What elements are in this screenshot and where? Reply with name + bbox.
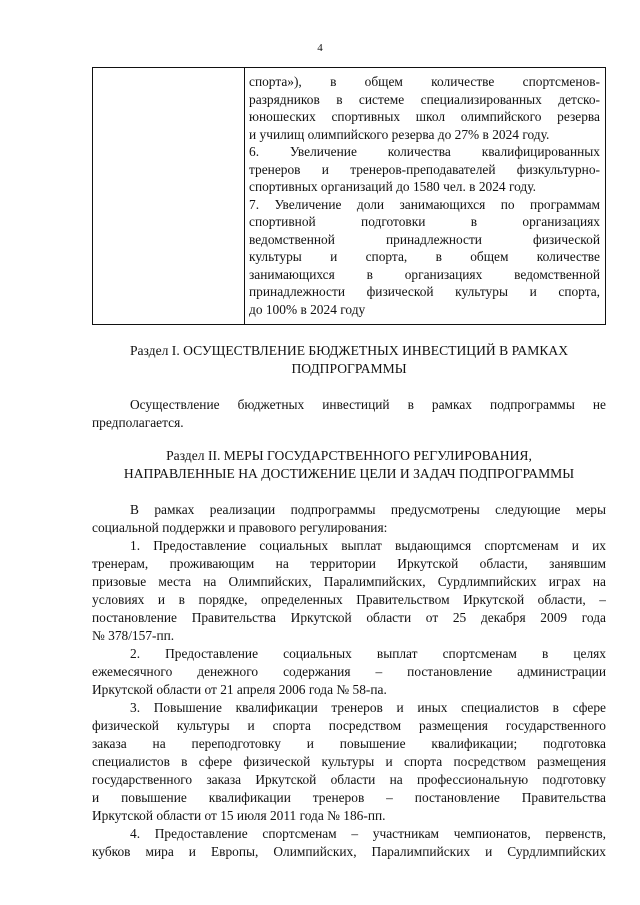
table-line: тренеров и тренеров-преподавателей физкультурно- xyxy=(249,161,600,177)
table-line: спортивной подготовки в организациях xyxy=(249,214,600,229)
table-line: до 100% в 2024 году xyxy=(249,301,366,317)
table-cell-empty xyxy=(93,68,245,324)
measure-item-1: 1. Предоставление социальных выплат выдающимся спортсменам и их тренерам, проживающим на территории Иркутской области, занявшим призовые места на Олимпийских, Паралимпийских, Сурдлимпийских играх на условиях и в порядке, определенных Правительством Иркутской области, – постановление Правительства Иркутской области от 25 декабря 2009 года № 378/157-пп. xyxy=(92,538,606,643)
table-line: спорта»), в общем количестве спортсменов- xyxy=(249,74,600,89)
section-2-heading: Раздел II. МЕРЫ ГОСУДАРСТВЕННОГО РЕГУЛИРОВАНИЯ, НАПРАВЛЕННЫЕ НА ДОСТИЖЕНИЕ ЦЕЛИ И ЗАДАЧ ПОДПРОГРАММЫ xyxy=(123,448,575,481)
table-cell-targets xyxy=(245,68,605,324)
section-2-intro: В рамках реализации подпрограммы предусмотрены следующие меры социальной поддержки и правового регулирования: xyxy=(92,502,606,535)
table-line: 6. Увеличение количества квалифицированных xyxy=(249,144,600,159)
table-line: и училищ олимпийского резерва до 27% в 2024 году. xyxy=(249,126,550,142)
measure-item-2: 2. Предоставление социальных выплат спортсменам в целях ежемесячного денежного содержания – постановление администрации Иркутской области от 21 апреля 2006 года № 58-па. xyxy=(92,646,606,697)
section-1-body: Осуществление бюджетных инвестиций в рамках подпрограммы не предполагается. xyxy=(92,397,606,430)
table-line: занимающихся в организациях ведомственной xyxy=(249,266,600,282)
table-line: ведомственной принадлежности физической xyxy=(249,231,600,247)
continuation-table xyxy=(92,67,606,325)
table-line: культуры и спорта, в общем количестве xyxy=(249,249,600,264)
table-line: юношеских спортивных школ олимпийского резерва xyxy=(249,109,600,124)
table-line: принадлежности физической культуры и спорта, xyxy=(249,284,600,299)
section-1-heading: Раздел I. ОСУЩЕСТВЛЕНИЕ БЮДЖЕТНЫХ ИНВЕСТИЦИЙ В РАМКАХ ПОДПРОГРАММЫ xyxy=(129,343,569,376)
page-number: 4 xyxy=(317,42,323,54)
table-line: 7. Увеличение доли занимающихся по программам xyxy=(249,196,600,212)
table-line: спортивных организаций до 1580 чел. в 2024 году. xyxy=(249,179,536,194)
measure-item-3: 3. Повышение квалификации тренеров и иных специалистов в сфере физической культуры и спорта посредством размещения государственного заказа на переподготовку и повышение квалификации; подготовка специалистов в сфере физической культуры и спорта посредством размещения государственного заказа Иркутской области на профессиональную подготовку и повышение квалификации тренеров – постановление Правительства Иркутской области от 15 июля 2011 года № 186-пп. xyxy=(92,700,606,823)
measure-item-4: 4. Предоставление спортсменам – участникам чемпионатов, первенств, кубков мира и Европы, Олимпийских, Паралимпийских и Сурдлимпийских xyxy=(92,826,606,859)
table-line: разрядников в системе специализированных детско- xyxy=(249,91,600,107)
